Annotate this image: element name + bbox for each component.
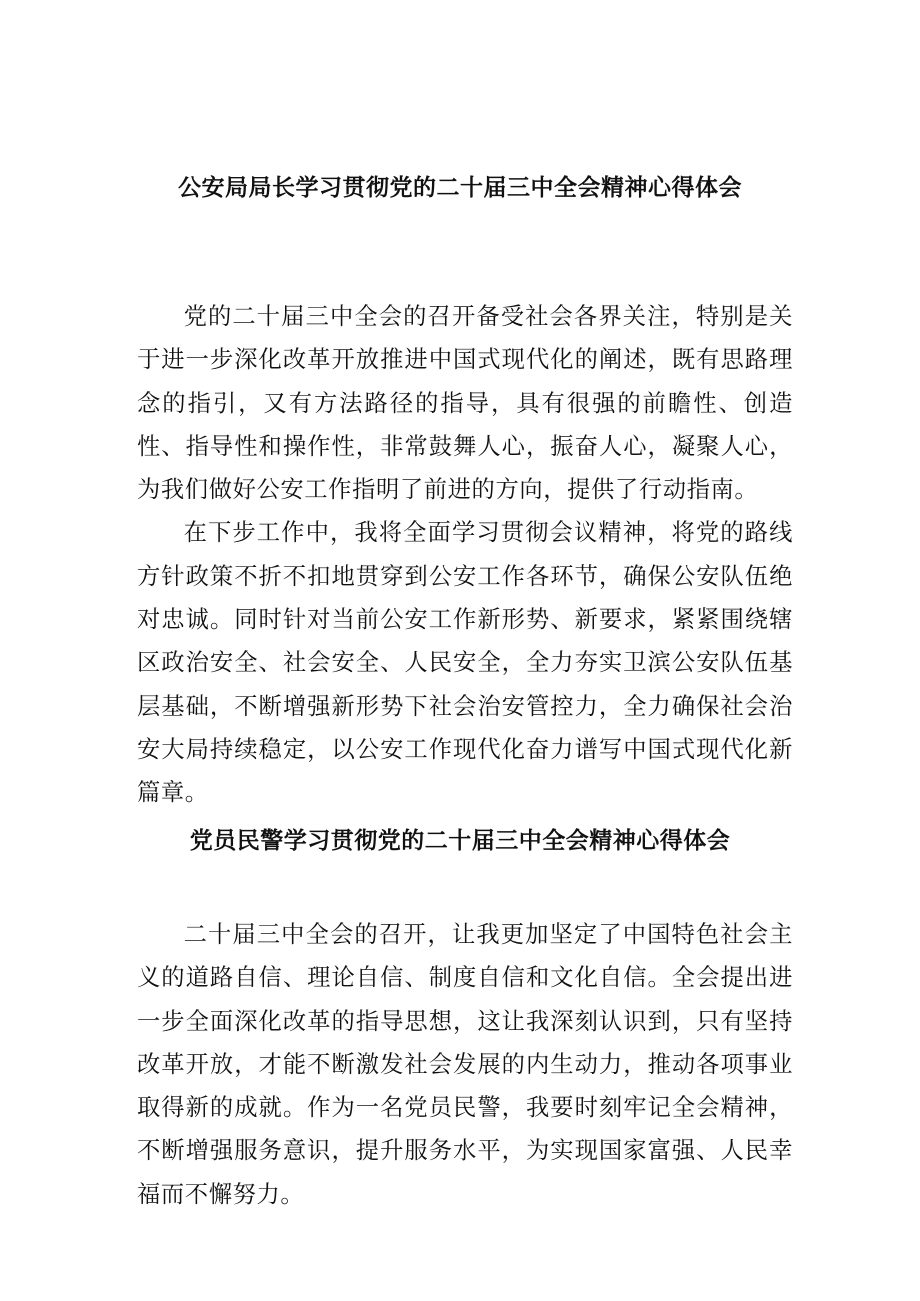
article-1-paragraph-2: 在下步工作中，我将全面学习贯彻会议精神，将党的路线方针政策不折不扣地贯穿到公安工作各环节，确保公安队伍绝对忠诚。同时针对当前公安工作新形势、新要求，紧紧围绕辖区政治安全、社会安全、人民安全，全力夯实卫滨公安队伍基层基础，不断增强新形势下社会治安管控力，全力确保社会治安大局持续稳定，以公安工作现代化奋力谱写中国式现代化新篇章。 bbox=[137, 519, 793, 807]
article-2-body bbox=[137, 913, 793, 1216]
article-1-paragraph-1: 党的二十届三中全会的召开备受社会各界关注，特别是关于进一步深化改革开放推进中国式现代化的阐述，既有思路理念的指引，又有方法路径的指导，具有很强的前瞻性、创造性、指导性和操作性，非常鼓舞人心，振奋人心，凝聚人心，为我们做好公安工作指明了前进的方向，提供了行动指南。 bbox=[137, 303, 793, 504]
article-2-title: 党员民警学习贯彻党的二十届三中全会精神心得体会 bbox=[189, 828, 731, 854]
article-1-body bbox=[137, 295, 793, 815]
article-2-paragraph-1: 二十届三中全会的召开，让我更加坚定了中国特色社会主义的道路自信、理论自信、制度自信和文化自信。全会提出进一步全面深化改革的指导思想，这让我深刻认识到，只有坚持改革开放，才能不断激发社会发展的内生动力，推动各项事业取得新的成就。作为一名党员民警，我要时刻牢记全会精神，不断增强服务意识，提升服务水平，为实现国家富强、人民幸福而不懈努力。 bbox=[137, 921, 793, 1208]
article-1-title: 公安局局长学习贯彻党的二十届三中全会精神心得体会 bbox=[178, 175, 742, 201]
